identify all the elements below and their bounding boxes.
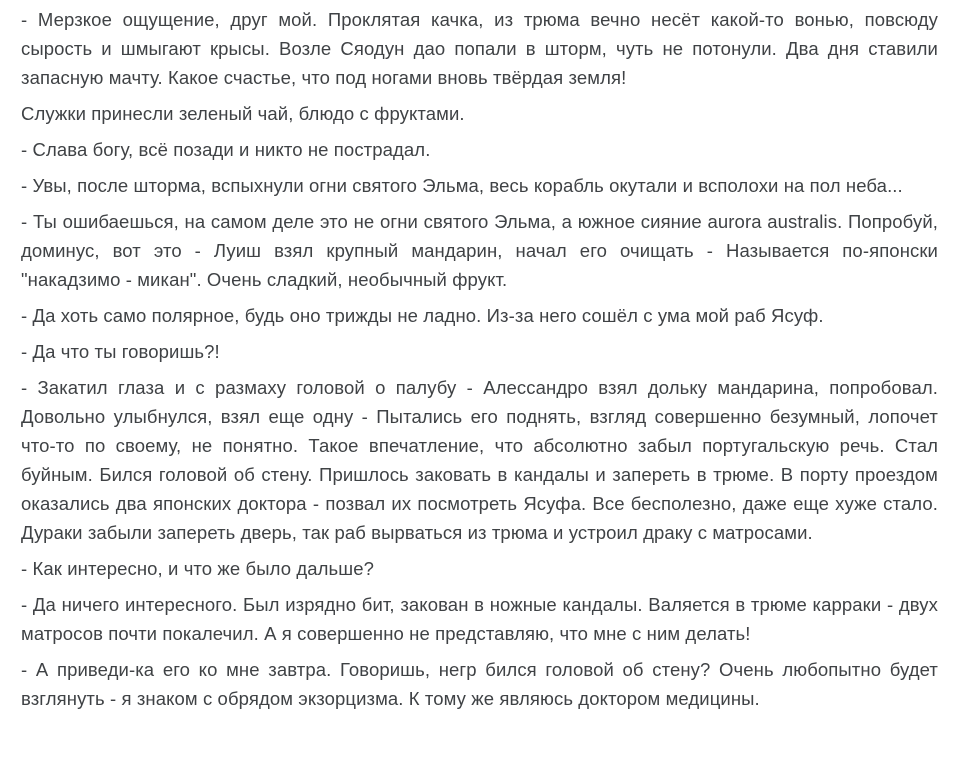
paragraph: - Да ничего интересного. Был изрядно бит, закован в ножные кандалы. Валяется в трюме карраки - двух матросов почти покалечил. А я совершенно не представляю, что мне с ним делать! bbox=[21, 594, 938, 644]
paragraph: - Слава богу, всё позади и никто не пострадал. bbox=[21, 139, 431, 160]
paragraph: - Как интересно, и что же было дальше? bbox=[21, 558, 374, 579]
paragraph: - Да хоть само полярное, будь оно трижды не ладно. Из-за него сошёл с ума мой раб Ясуф. bbox=[21, 305, 824, 326]
paragraph: - Закатил глаза и с размаху головой о палубу - Алессандро взял дольку мандарина, попробовал. Довольно улыбнулся, взял еще одну - Пытались его поднять, взгляд совершенно безумный, лопочет что-то по своему, не понятно. Такое впечатление, что абсолютно забыл португальскую речь. Стал буйным. Бился головой об стену. Пришлось заковать в кандалы и запереть в трюме. В порту проездом оказались два японских доктора - позвал их посмотреть Ясуфа. Все бесполезно, даже еще хуже стало. Дураки забыли запереть дверь, так раб вырваться из трюма и устроил драку с матросами. bbox=[21, 377, 938, 543]
paragraph: - А приведи-ка его ко мне завтра. Говоришь, негр бился головой об стену? Очень любопытно будет взглянуть - я знаком с обрядом экзорцизма. К тому же являюсь доктором медицины. bbox=[21, 659, 938, 709]
paragraph: - Увы, после шторма, вспыхнули огни святого Эльма, весь корабль окутали и всполохи на пол неба... bbox=[21, 175, 903, 196]
paragraph: - Ты ошибаешься, на самом деле это не огни святого Эльма, а южное сияние aurora australis. Попробуй, доминус, вот это - Луиш взял крупный мандарин, начал его очищать - Называется по-японски "накадзимо - микан". Очень сладкий, необычный фрукт. bbox=[21, 211, 938, 290]
paragraph: Служки принесли зеленый чай, блюдо с фруктами. bbox=[21, 103, 465, 124]
paragraph: - Мерзкое ощущение, друг мой. Проклятая качка, из трюма вечно несёт какой-то вонью, повсюду сырость и шмыгают крысы. Возле Сяодун дао попали в шторм, чуть не потонули. Два дня ставили запасную мачту. Какое счастье, что под ногами вновь твёрдая земля! bbox=[21, 9, 938, 88]
paragraph: - Да что ты говоришь?! bbox=[21, 341, 220, 362]
